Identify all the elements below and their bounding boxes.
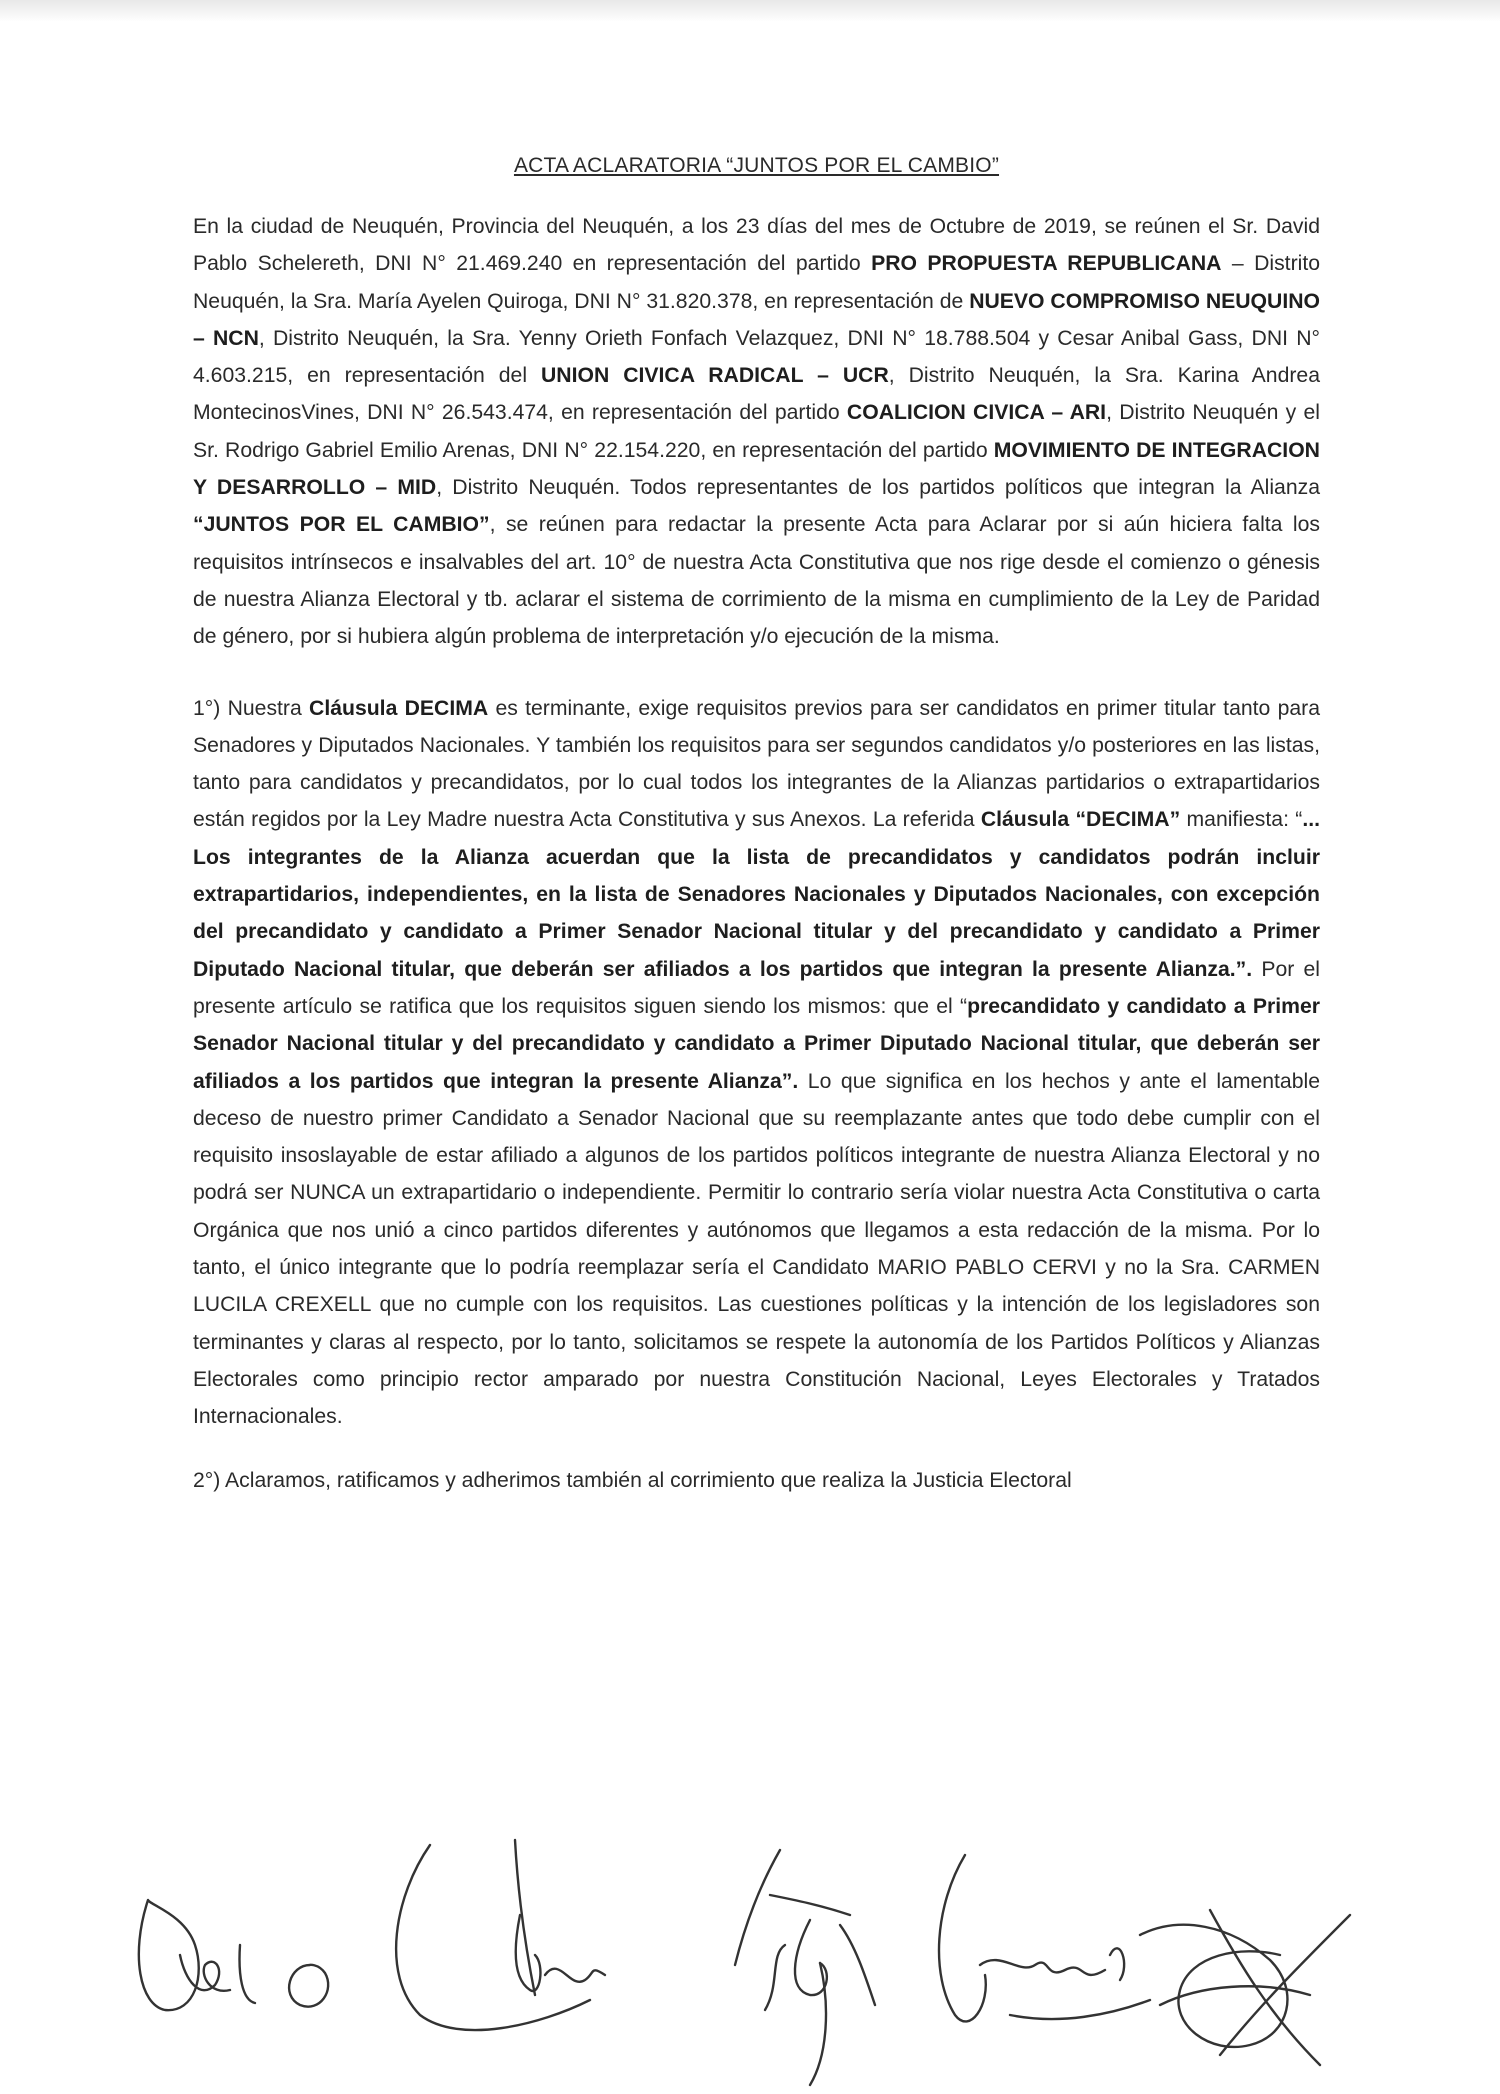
paragraph-clause-2: 2°) Aclaramos, ratificamos y adherimos también al corrimiento que realiza la Justicia Electoral — [193, 1468, 1072, 1492]
clause-quote: precandidato y candidato a Primer Senador Nacional titular y del precandidato y candidato a Primer Diputado Nacional titular, que deberán ser afiliados a los partidos que integran la presente Alianza”. — [193, 994, 1320, 1093]
text-span: , se reúnen para redactar la presente Acta para Aclarar por si aún hiciera falta los requisitos intrínsecos e insalvables del art. 10° de nuestra Acta Constitutiva que nos rige desde el comienzo o génesis de nuestra Alianza Electoral y tb. aclarar el sistema de corrimiento de la misma en cumplimiento de la Ley de Paridad de género, por si hubiera algún problema de interpretación y/o ejecución de la misma. — [193, 513, 1320, 649]
clause-ref: Cláusula DECIMA — [309, 696, 489, 720]
signatures-area — [120, 1805, 1410, 2090]
text-span: , Distrito Neuquén, la Sra. Karina Andrea MontecinosVines, DNI N° 26.543.474, en representación del partido — [193, 364, 1320, 425]
text-span: Por el presente artículo se ratifica que los requisitos siguen siendo los mismos: que el “ — [193, 957, 1320, 1018]
party-ari: COALICION CIVICA – ARI — [846, 401, 1107, 425]
text-span: manifiesta: “ — [1180, 808, 1303, 832]
signature-4 — [939, 1855, 1150, 2021]
text-span: , Distrito Neuquén. Todos representantes de los partidos políticos que integran la Alianza — [436, 476, 1321, 500]
party-ncn: NUEVO COMPROMISO NEUQUINO – NCN — [193, 289, 1321, 350]
text-span: – Distrito Neuquén, la Sra. María Ayelen Quiroga, DNI N° 31.820.378, en representación de — [193, 252, 1321, 313]
text-span: En la ciudad de Neuquén, Provincia del Neuquén, a los 23 días del mes de Octubre de 2019, se reúnen el Sr. David Pablo Schelereth, DNI N° 21.469.240 en representación del partido — [193, 215, 1320, 276]
clause-quote: ... Los integrantes de la Alianza acuerdan que la lista de precandidatos y candidatos podrán incluir extrapartidarios, independientes, en la lista de Senadores Nacionales y Diputados Nacionales, con excepción del precandidato y candidato a Primer Senador Nacional titular y del precandidato y candidato a Primer Diputado Nacional titular, que deberán ser afiliados a los partidos que integran la presente Alianza.”. — [193, 808, 1320, 981]
signature-3 — [735, 1850, 875, 2085]
document-title: ACTA ACLARATORIA “JUNTOS POR EL CAMBIO” — [513, 154, 1000, 177]
alliance-name: “JUNTOS POR EL CAMBIO” — [193, 513, 490, 537]
text-span: , Distrito Neuquén y el Sr. Rodrigo Gabriel Emilio Arenas, DNI N° 22.154.220, en representación del partido — [193, 401, 1321, 462]
text-span: 1°) Nuestra — [193, 696, 310, 720]
party-pro: PRO PROPUESTA REPUBLICANA — [871, 252, 1222, 276]
text-span: , Distrito Neuquén, la Sra. Yenny Orieth Fonfach Velazquez, DNI N° 18.788.504 y Cesar Anibal Gass, DNI N° 4.603.215, en representación del — [193, 326, 1320, 388]
clause-ref: Cláusula “DECIMA” — [980, 808, 1181, 832]
paragraph-intro — [193, 208, 1320, 656]
signature-1 — [139, 1900, 328, 2010]
signature-5 — [1140, 1910, 1350, 2065]
paragraph-clause-1 — [193, 690, 1320, 1436]
text-span: Lo que significa en los hechos y ante el lamentable deceso de nuestro primer Candidato a Senador Nacional que su reemplazante antes que todo debe cumplir con el requisito insoslayable de estar afiliado a algunos de los partidos políticos integrante de nuestra Alianza Electoral y no podrá ser NUNCA un extrapartidario o independiente. Permitir lo contrario sería violar nuestra Acta Constitutiva o carta Orgánica que nos unió a cinco partidos diferentes y autónomos que llegamos a esta redacción de la misma. Por lo tanto, el único integrante que lo podría reemplazar sería el Candidato MARIO PABLO CERVI y no la Sra. CARMEN LUCILA CREXELL que no cumple con los requisitos. Las cuestiones políticas y la intención de los legisladores son terminantes y claras al respecto, por lo tanto, solicitamos se respete la autonomía de los Partidos Políticos y Alianzas Electorales como principio rector amparado por nuestra Constitución Nacional, Leyes Electorales y Tratados Internacionales. — [193, 1069, 1320, 1429]
document-page — [193, 154, 1320, 1499]
signature-2 — [396, 1840, 605, 2030]
party-ucr: UNION CIVICA RADICAL – UCR — [541, 364, 889, 388]
scan-top-edge — [0, 0, 1500, 22]
party-mid: MOVIMIENTO DE INTEGRACION Y DESARROLLO – MID — [193, 438, 1320, 500]
text-span: es terminante, exige requisitos previos para ser candidatos en primer titular tanto para Senadores y Diputados Nacionales. Y también los requisitos para ser segundos candidatos y/o posteriores en las listas, tanto para candidatos y precandidatos, por lo cual todos los integrantes de la Alianzas partidarios o extrapartidarios están regidos por la Ley Madre nuestra Acta Constitutiva y sus Anexos. La referida — [193, 696, 1320, 832]
